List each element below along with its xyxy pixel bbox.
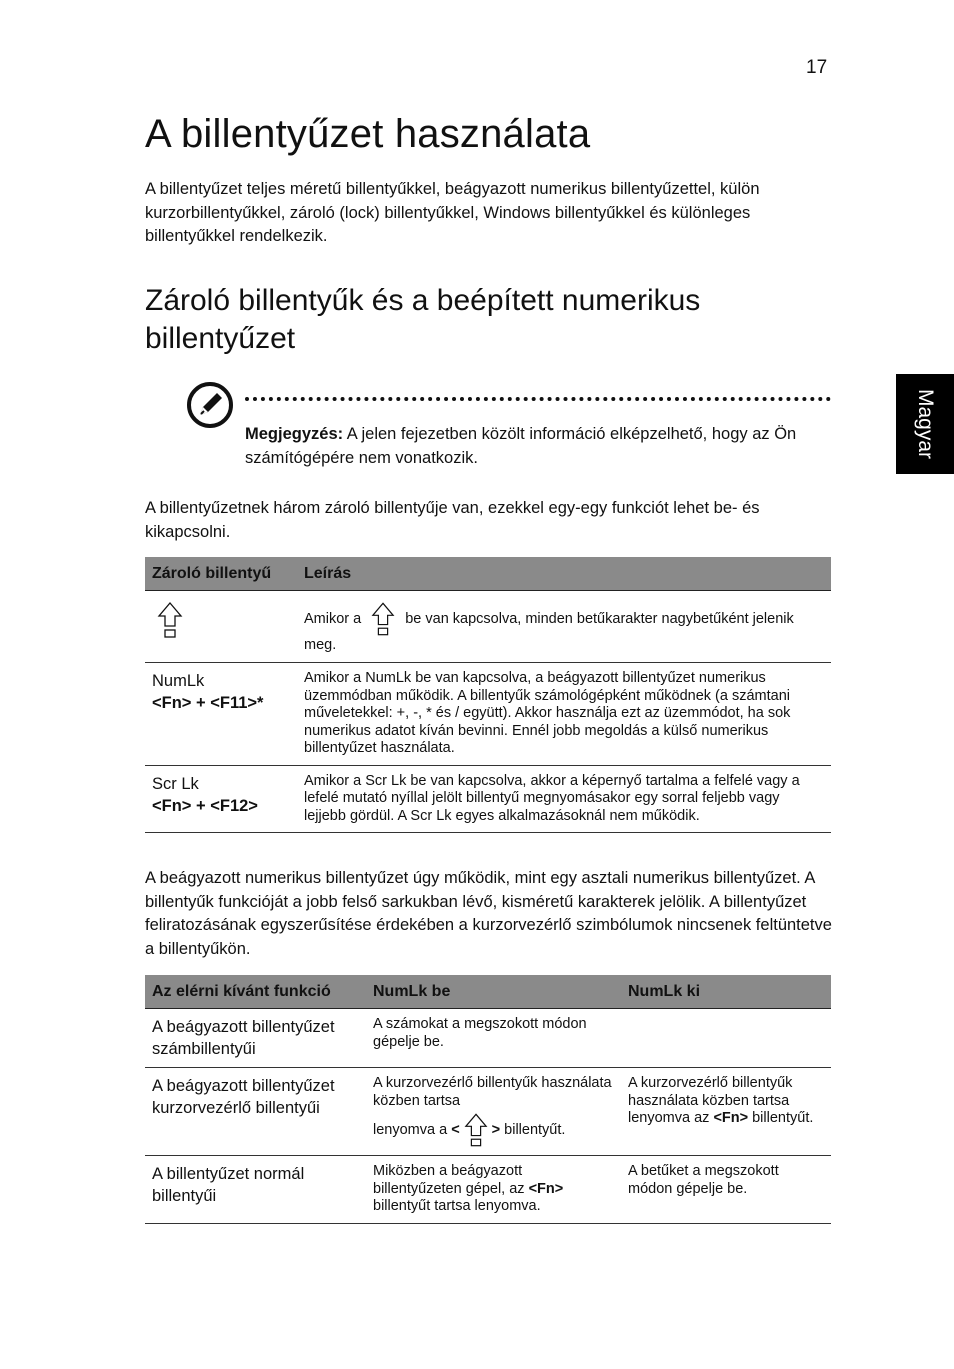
fn-key: <Fn> xyxy=(713,1110,749,1126)
function-cell: A beágyazott billentyűzet számbillentyűi xyxy=(145,1009,366,1068)
caps-desc-before: Amikor a xyxy=(304,610,362,627)
caps-desc-after: be van kapcsolva, minden betűkarakter nagybetűként jelenik meg. xyxy=(304,610,794,653)
page-title: A billentyűzet használata xyxy=(145,112,591,156)
table-row xyxy=(145,1009,831,1068)
table-header-cell: Az elérni kívánt funkció xyxy=(145,975,366,1009)
table-row xyxy=(145,1068,831,1156)
note-pencil-icon xyxy=(186,381,234,429)
key-cell xyxy=(145,765,297,833)
key-shortcut: <Fn> + <F11>* xyxy=(152,694,264,712)
note-label: Megjegyzés: xyxy=(245,425,344,443)
numlk-on-shift-line xyxy=(373,1112,614,1148)
table-header-row xyxy=(145,557,831,591)
numlk-on-cell xyxy=(366,1068,621,1156)
key-name: NumLk xyxy=(152,672,205,690)
numlk-on-suffix: billentyűt. xyxy=(500,1121,566,1138)
numlk-off-cell xyxy=(621,1068,831,1156)
table-header-cell: Zároló billentyű xyxy=(145,557,297,591)
description-cell: Amikor a NumLk be van kapcsolva, a beágyazott billentyűzet numerikus üzemmódban működik. A billentyűk számológépként működnek (a számtani műveletekkel: +, -, * és / együtt). Akkor használja ezt az üzemmódot, ha sok numerikus adatot kíván bevinni. Ennél jobb megoldás a külső numerikus billentyűzet használata. xyxy=(297,663,831,766)
paragraph-numeric-keypad: A beágyazott numerikus billentyűzet úgy működik, mint egy asztali numerikus billentyűzet. A billentyűk funkcióját a jobb felső sarkukban lévő, kisméretű karakterek jelölik. A billentyűzet feliratozásának egyszerűsítése érdekében a kurzorvezérlő szimbólumok nincsenek feltüntetve a billentyűkön. xyxy=(145,869,832,958)
intro-paragraph: A billentyűzet teljes méretű billentyűkkel, beágyazott numerikus billentyűzettel, külön kurzorbillentyűkkel, zároló (lock) billentyűkkel, Windows billentyűkkel és különleges billentyűkkel rendelkezik. xyxy=(145,180,760,245)
numlk-off-after: billentyűt. xyxy=(748,1110,814,1126)
fn-key: <Fn> xyxy=(528,1180,564,1197)
table-header-row xyxy=(145,975,831,1009)
numlk-on-before: Miközben a beágyazott billentyűzeten gépel, az xyxy=(373,1163,529,1197)
numlk-on-text: A kurzorvezérlő billentyűk használata közben tartsa xyxy=(373,1075,612,1109)
numlk-on-after: billentyűt tartsa lenyomva. xyxy=(373,1198,541,1214)
lock-keys-table xyxy=(145,557,831,833)
function-cell: A beágyazott billentyűzet kurzorvezérlő billentyűi xyxy=(145,1068,366,1156)
language-side-tab xyxy=(896,374,954,474)
numlk-off-before: A kurzorvezérlő billentyűk használata közben tartsa lenyomva az xyxy=(628,1075,793,1126)
key-shortcut: <Fn> + <F12> xyxy=(152,796,258,815)
shift-key-icon xyxy=(371,601,395,637)
numlk-off-cell: A betűket a megszokott módon gépelje be. xyxy=(621,1156,831,1224)
shift-key-icon xyxy=(464,1112,488,1148)
description-cell xyxy=(297,591,831,663)
note-text xyxy=(245,423,825,470)
numeric-keypad-table xyxy=(145,975,831,1224)
note-body: A jelen fejezetben közölt információ elképzelhető, hogy az Ön számítógépére nem vonatkozik. xyxy=(245,425,797,467)
numlk-off-cell xyxy=(621,1009,831,1068)
key-cell xyxy=(145,591,297,663)
note-divider xyxy=(245,397,831,401)
function-cell: A billentyűzet normál billentyűi xyxy=(145,1156,366,1224)
description-cell: Amikor a Scr Lk be van kapcsolva, akkor a képernyő tartalma a felfelé vagy a lefelé mutató nyíllal jelölt billentyű megnyomásakor egy sorral feljebb vagy lejjebb gördül. A Scr Lk egyes alkalmazásoknál nem működik. xyxy=(297,765,831,833)
section-title: Zároló billentyűk és a beépített numerikus billentyűzet xyxy=(145,284,701,355)
side-tab-label: Magyar xyxy=(914,388,937,460)
less-than-symbol: < xyxy=(451,1121,460,1138)
key-cell xyxy=(145,663,297,766)
table-row xyxy=(145,591,831,663)
numlk-on-cell xyxy=(366,1156,621,1224)
table-row xyxy=(145,1156,831,1224)
shift-key-icon xyxy=(157,601,183,639)
table-row xyxy=(145,663,831,766)
numlk-on-cell: A számokat a megszokott módon gépelje be. xyxy=(366,1009,621,1068)
greater-than-symbol: > xyxy=(491,1121,501,1138)
table-header-cell: NumLk be xyxy=(366,975,621,1009)
table-header-cell: Leírás xyxy=(297,557,831,591)
paragraph-lock-keys: A billentyűzetnek három zároló billentyűje van, ezekkel egy-egy funkciót lehet be- és kikapcsolni. xyxy=(145,499,760,541)
table-header-cell: NumLk ki xyxy=(621,975,831,1009)
page-number: 17 xyxy=(806,57,828,78)
numlk-on-prefix: lenyomva a xyxy=(373,1121,452,1138)
table-row xyxy=(145,765,831,833)
key-name: Scr Lk xyxy=(152,774,199,793)
